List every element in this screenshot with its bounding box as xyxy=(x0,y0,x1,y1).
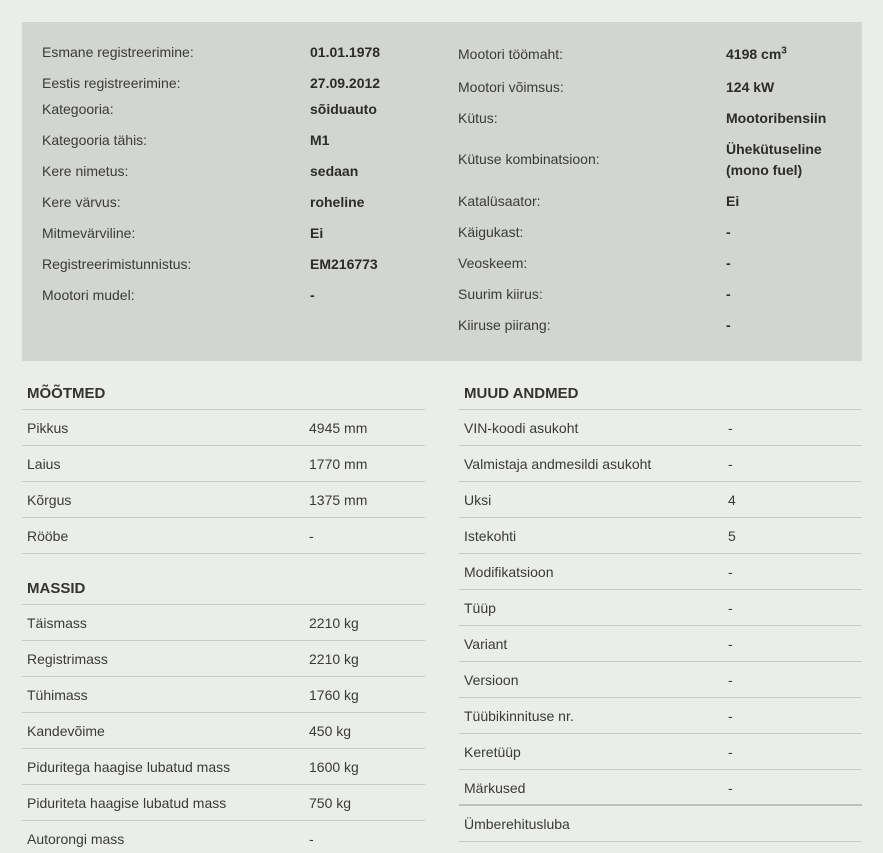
row-value: - xyxy=(728,420,733,436)
table-row xyxy=(459,806,862,842)
table-row xyxy=(22,605,425,641)
row-label: Märkused xyxy=(464,780,526,796)
row-value: 5 xyxy=(728,528,736,544)
row-value: 1770 mm xyxy=(309,456,368,472)
row-label: Pikkus xyxy=(27,420,69,436)
table-row xyxy=(459,410,862,446)
table-row xyxy=(459,554,862,590)
table-row xyxy=(22,821,425,853)
other-data-heading: MUUD ANDMED xyxy=(459,377,862,410)
table-row xyxy=(459,590,862,626)
row-value: - xyxy=(728,636,733,652)
speed-limit-value: - xyxy=(726,317,731,333)
row-label: Autorongi mass xyxy=(27,831,125,847)
engine-model-label: Mootori mudel: xyxy=(42,287,135,303)
row-value: 4945 mm xyxy=(309,420,368,436)
engine-model-value: - xyxy=(310,287,315,303)
row-value: - xyxy=(728,456,733,472)
row-label: Piduritega haagise lubatud mass xyxy=(27,759,231,775)
masses-section xyxy=(22,572,425,853)
max-speed-value: - xyxy=(726,286,731,302)
engine-displacement-label: Mootori töömaht: xyxy=(458,46,564,62)
category-code-value: M1 xyxy=(310,132,330,148)
row-label: Registrimass xyxy=(27,651,108,667)
registration-certificate-value: EM216773 xyxy=(310,256,378,272)
catalytic-converter-label: Katalüsaator: xyxy=(458,193,541,209)
category-code-label: Kategooria tähis: xyxy=(42,132,148,148)
row-value: - xyxy=(728,672,733,688)
row-value: - xyxy=(728,744,733,760)
body-name-value: sedaan xyxy=(310,163,359,179)
body-color-label: Kere värvus: xyxy=(42,194,121,210)
table-row xyxy=(459,662,862,698)
gearbox-label: Käigukast: xyxy=(458,224,524,240)
category-label: Kategooria: xyxy=(42,101,114,117)
multicolor-value: Ei xyxy=(310,225,324,241)
row-label: Tüüp xyxy=(464,600,496,616)
multicolor-label: Mitmevärviline: xyxy=(42,225,136,241)
table-row xyxy=(22,446,425,482)
table-row xyxy=(22,641,425,677)
max-speed-label: Suurim kiirus: xyxy=(458,286,543,302)
row-value: - xyxy=(728,780,733,796)
row-label: Tühimass xyxy=(27,687,88,703)
row-label: Uksi xyxy=(464,492,492,508)
table-row xyxy=(459,446,862,482)
speed-limit-label: Kiiruse piirang: xyxy=(458,317,551,333)
row-value: - xyxy=(728,564,733,580)
first-registration-label: Esmane registreerimine: xyxy=(42,44,194,60)
row-label: Versioon xyxy=(464,672,519,688)
row-value: - xyxy=(728,600,733,616)
body-color-value: roheline xyxy=(310,194,365,210)
masses-heading: MASSID xyxy=(22,572,425,605)
row-label: Laius xyxy=(27,456,61,472)
dimensions-heading: MÕÕTMED xyxy=(22,377,425,410)
table-row xyxy=(459,518,862,554)
row-value: 1375 mm xyxy=(309,492,368,508)
table-row xyxy=(22,749,425,785)
table-row xyxy=(459,698,862,734)
body-name-label: Kere nimetus: xyxy=(42,163,129,179)
row-label: Ümberehitusluba xyxy=(464,816,570,832)
table-row xyxy=(22,518,425,554)
row-value: 4 xyxy=(728,492,736,508)
row-label: Variant xyxy=(464,636,508,652)
table-row xyxy=(22,410,425,446)
row-value: 2210 kg xyxy=(309,615,359,631)
row-value: 750 kg xyxy=(309,795,352,811)
fuel-label: Kütus: xyxy=(458,110,498,126)
engine-power-label: Mootori võimsus: xyxy=(458,79,564,95)
row-label: Modifikatsioon xyxy=(464,564,554,580)
fuel-combination-value-line2: (mono fuel) xyxy=(726,162,803,178)
table-row xyxy=(459,482,862,518)
row-label: Keretüüp xyxy=(464,744,521,760)
table-row xyxy=(22,785,425,821)
first-registration-value: 01.01.1978 xyxy=(310,44,381,60)
row-label: VIN-koodi asukoht xyxy=(464,420,579,436)
table-row xyxy=(459,734,862,770)
table-row xyxy=(22,677,425,713)
table-row xyxy=(22,482,425,518)
row-value: 450 kg xyxy=(309,723,352,739)
row-value: - xyxy=(309,831,314,847)
row-value: 2210 kg xyxy=(309,651,359,667)
row-label: Piduriteta haagise lubatud mass xyxy=(27,795,227,811)
row-label: Kõrgus xyxy=(27,492,72,508)
row-label: Tüübikinnituse nr. xyxy=(464,708,574,724)
drivetrain-value: - xyxy=(726,255,731,271)
engine-displacement-value: 4198 $cm^3$ xyxy=(726,45,787,62)
registration-certificate-label: Registreerimistunnistus: xyxy=(42,256,192,272)
row-value: - xyxy=(309,528,314,544)
table-row xyxy=(459,770,862,806)
row-label: Täismass xyxy=(27,615,87,631)
registration-panel xyxy=(22,22,862,361)
engine-power-value: 124 kW xyxy=(726,79,775,95)
row-label: Kandevõime xyxy=(27,723,105,739)
displacement-unit-superscript: 3 xyxy=(781,45,787,57)
fuel-value: Mootoribensiin xyxy=(726,110,827,126)
estonia-registration-value: 27.09.2012 xyxy=(310,75,381,91)
fuel-combination-label: Kütuse kombinatsioon: xyxy=(458,151,600,167)
table-row xyxy=(459,626,862,662)
row-value: - xyxy=(728,708,733,724)
catalytic-converter-value: Ei xyxy=(726,193,740,209)
row-label: Istekohti xyxy=(464,528,517,544)
estonia-registration-label: Eestis registreerimine: xyxy=(42,75,181,91)
row-label: Rööbe xyxy=(27,528,69,544)
fuel-combination-value: Ühekütuseline xyxy=(726,141,822,157)
other-data-section xyxy=(459,377,862,842)
drivetrain-label: Veoskeem: xyxy=(458,255,528,271)
gearbox-value: - xyxy=(726,224,731,240)
category-value: sõiduauto xyxy=(310,101,377,117)
row-value: 1600 kg xyxy=(309,759,359,775)
row-value: 1760 kg xyxy=(309,687,359,703)
table-row xyxy=(22,713,425,749)
row-label: Valmistaja andmesildi asukoht xyxy=(464,456,652,472)
dimensions-section xyxy=(22,377,425,554)
